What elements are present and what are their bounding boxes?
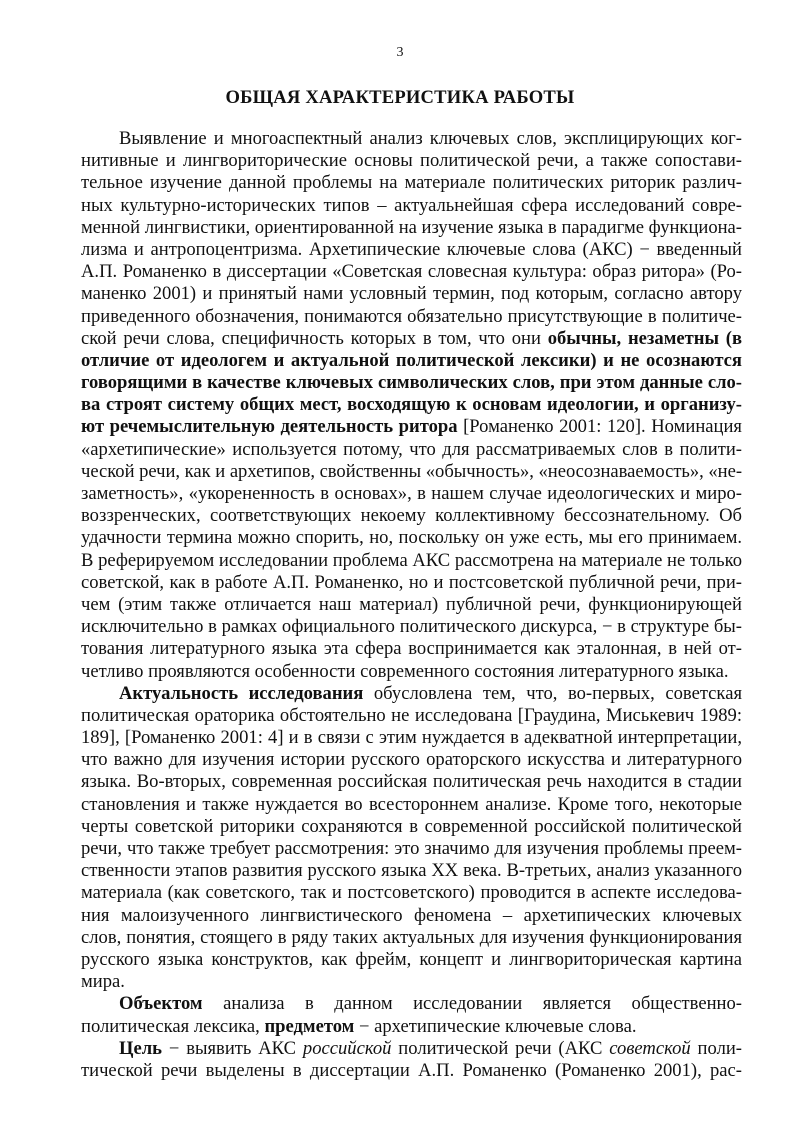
text-line: отличие от идеологем и актуальной политической лексики) и не осознаются: [81, 349, 742, 371]
text-line: 189], [Романенко 2001: 4] и в связи с этим нуждается в адекватной интерпретации,: [81, 727, 742, 749]
text-line: чем (этим также отличается наш материал) публичной речи, функционирующей: [81, 593, 742, 615]
text-line: маненко 2001) и принятый нами условный термин, под которым, согласно автору: [81, 283, 742, 305]
text-line: А.П. Романенко в диссертации «Советская словесная культура: образ ритора» (Ро-: [81, 261, 742, 283]
text-line: ют речемыслительную деятельность ритора [Романенко 2001: 120]. Номинация: [81, 416, 742, 438]
text-line: что важно для изучения истории русского ораторского искусства и литературного: [81, 749, 742, 771]
text-line: удачности термина можно спорить, но, поскольку он уже есть, мы его принимаем.: [81, 527, 742, 549]
text-line: политическая лексика, предметом − архетипические ключевые слова.: [81, 1015, 637, 1037]
text-line: становления и также нуждается во всестороннем анализе. Кроме того, некоторые: [81, 793, 742, 815]
text-line: ческой речи, как и архетипов, свойственны «обычность», «неосознаваемость», «не-: [81, 460, 742, 482]
text-line: советской, как в работе А.П. Романенко, но и постсоветской публичной речи, при-: [81, 571, 742, 593]
page-title: ОБЩАЯ ХАРАКТЕРИСТИКА РАБОТЫ: [225, 87, 575, 108]
text-line: речи, что также требует рассмотрения: это значимо для изучения проблемы преем-: [81, 838, 742, 859]
text-line: Объектом анализа в данном исследовании является общественно-: [119, 993, 742, 1015]
text-line: менной лингвистики, ориентированной на изучение языка в парадигме функциона-: [81, 216, 742, 238]
text-line: говорящими в качестве ключевых символических слов, при этом данные сло-: [81, 372, 742, 394]
text-line: материала (как советского, так и постсоветского) проводится в аспекте исследова-: [81, 882, 742, 904]
text-line: политическая ораторика обстоятельно не исследована [Граудина, Миськевич 1989:: [81, 704, 742, 726]
text-line: Цель − выявить АКС российской политической речи (АКС советской поли-: [119, 1037, 742, 1059]
text-line: В реферируемом исследовании проблема АКС рассмотрена на материале не только: [81, 549, 742, 571]
text-line: ных культурно-исторических типов – актуальнейшая сфера исследований совре-: [81, 194, 742, 216]
text-line: ской речи слова, специфичность которых в том, что они обычны, незаметны (в: [81, 327, 742, 349]
text-line: «архетипические» используется потому, что для рассматриваемых слов в полити-: [81, 438, 742, 460]
text-line: черты советской риторики сохраняются в современной российской политической: [81, 815, 742, 837]
text-line: тической речи выделены в диссертации А.П. Романенко (Романенко 2001), рас-: [81, 1059, 742, 1081]
text-line: ва строят систему общих мест, восходящую к основам идеологии, и организу-: [81, 394, 742, 416]
text-line: ственности этапов развития русского языка XX века. В-третьих, анализ указанного: [81, 860, 742, 882]
text-line: заметность», «укорененность в основах», в нашем случае идеологических и миро-: [81, 483, 742, 504]
text-line: Актуальность исследования обусловлена тем, что, во-первых, советская: [119, 682, 742, 704]
text-line: тельное изучение данной проблемы на материале политических риторик различ-: [81, 172, 742, 194]
text-line: исключительно в рамках официального политического дискурса, − в структуре бы-: [81, 616, 742, 638]
text-line: мира.: [81, 971, 125, 993]
text-line: нитивные и лингвориторические основы политической речи, а также сопостави-: [81, 150, 742, 172]
body-text: [81, 128, 742, 1082]
text-line: воззренческих, соответствующих некоему коллективному бессознательному. Об: [81, 505, 742, 527]
text-line: языка. Во-вторых, современная российская политическая речь находится в стадии: [81, 771, 742, 793]
text-line: ния малоизученного лингвистического феномена – архетипических ключевых: [81, 904, 742, 926]
text-line: тования литературного языка эта сфера воспринимается как эталонная, в ней от-: [81, 638, 742, 660]
text-line: Выявление и многоаспектный анализ ключевых слов, эксплицирующих ког-: [119, 128, 742, 149]
page-number: 3: [396, 45, 404, 60]
text-line: русского языка конструктов, как фрейм, концепт и лингвориторическая картина: [81, 948, 742, 970]
text-line: лизма и антропоцентризма. Архетипические ключевые слова (АКС) − введенный: [81, 238, 742, 260]
text-line: четливо проявляются особенности современного состояния литературного языка.: [81, 660, 729, 682]
text-line: слов, понятия, стоящего в ряду таких актуальных для изучения функционирования: [81, 926, 742, 948]
text-line: приведенного обозначения, понимаются обязательно присутствующие в политиче-: [81, 305, 742, 327]
